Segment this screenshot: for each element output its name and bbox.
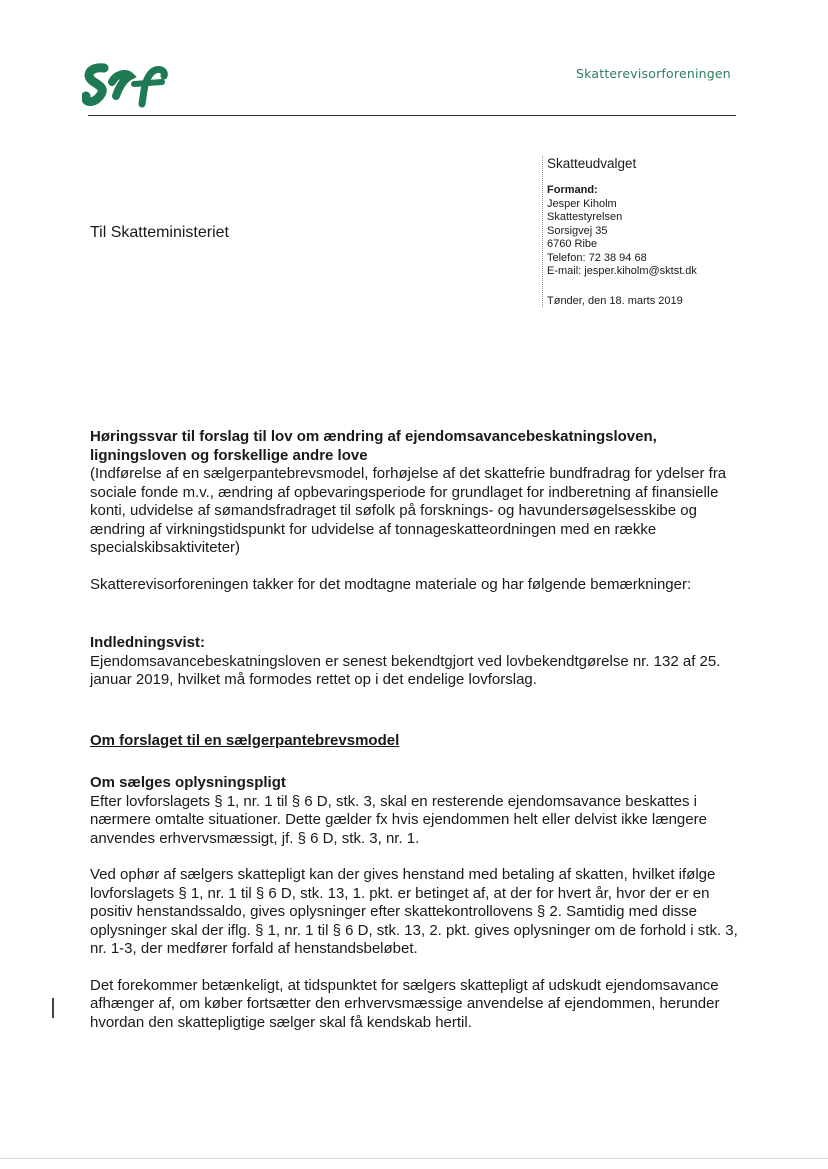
subject-details: (Indførelse af en sælgerpantebrevsmodel, forhøjelse af det skattefrie bundfradrag for ydelser fra sociale fonde m.v., ændring af opbevaringsperiode for grundlaget for indberetning af finansielle konti, udvidelse af sømandsfradraget til søfolk på forsknings- og havundersøgelsesskibe og ændring af virkningstidspunkt for udvidelse af tonnageskatteordningen med en række specialskibsaktiviteter) <box>90 465 727 556</box>
contact-street: Sorsigvej 35 <box>547 224 608 237</box>
header-divider <box>88 115 736 116</box>
section-heading-model: Om forslaget til en sælgerpantebrevsmodel <box>90 731 400 749</box>
subject-title: Høringssvar til forslag til lov om ændring af ejendomsavancebeskatningsloven, ligningsloven og forskellige andre love <box>90 428 657 464</box>
contact-person: Jesper Kiholm <box>547 197 617 210</box>
margin-change-bar <box>52 998 54 1018</box>
contact-role: Formand: <box>547 184 598 196</box>
page-bottom-edge <box>0 1158 828 1159</box>
srf-logo <box>82 62 168 108</box>
letter-date: Tønder, den 18. marts 2019 <box>547 294 683 307</box>
committee-block <box>542 156 777 307</box>
recipient: Til Skatteministeriet <box>90 224 229 241</box>
section-heading-intro: Indledningsvist: <box>90 634 206 651</box>
letter-body <box>90 428 740 1032</box>
contact-email: E-mail: jesper.kiholm@sktst.dk <box>547 265 697 277</box>
committee-name: Skatteudvalget <box>547 156 637 171</box>
contact-organization: Skattestyrelsen <box>547 211 623 223</box>
paragraph-2: Ved ophør af sælgers skattepligt kan der gives henstand med betaling af skatten, hvilket ifølge lovforslagets § 1, nr. 1 til § 6 D, stk. 13, 1. pkt. er betinget af, at der for hvert år, hvor der er en positiv henstandssaldo, gives oplysninger efter skattekontrollovens § 2. Samtidig med disse oplysninger skal der iflg. § 1, nr. 1 til § 6 D, stk. 13, 2. pkt. gives oplysninger om de forhold i stk. 3, nr. 1-3, der medfører forfald af henstandsbeløbet. <box>90 866 738 957</box>
subheading-disclosure: Om sælges oplysningspligt <box>90 774 286 791</box>
section-intro-text: Ejendomsavancebeskatningsloven er senest bekendtgjort ved lovbekendtgørelse nr. 132 af 25. januar 2019, hvilket må formodes rettet op i det endelige lovforslag. <box>90 652 721 688</box>
contact-phone: Telefon: 72 38 94 68 <box>547 251 647 264</box>
contact-details <box>547 184 777 279</box>
paragraph-1: Efter lovforslagets § 1, nr. 1 til § 6 D, stk. 3, skal en resterende ejendomsavance beskattes i nærmere omtalte situationer. Dette gælder fx hvis ejendommen helt eller delvist ikke længere anvendes erhvervsmæssigt, jf. § 6 D, stk. 3, nr. 1. <box>90 792 707 847</box>
contact-city: 6760 Ribe <box>547 238 598 250</box>
organization-name: Skatterevisorforeningen <box>576 66 731 81</box>
paragraph-3: Det forekommer betænkeligt, at tidspunktet for sælgers skattepligt af udskudt ejendomsavance afhænger af, om køber fortsætter den erhvervsmæssige anvendelse af ejendommen, herunder hvordan den skattepligtige sælger skal få kendskab hertil. <box>90 976 720 1031</box>
intro-paragraph: Skatterevisorforeningen takker for det modtagne materiale og har følgende bemærkninger: <box>90 575 692 593</box>
